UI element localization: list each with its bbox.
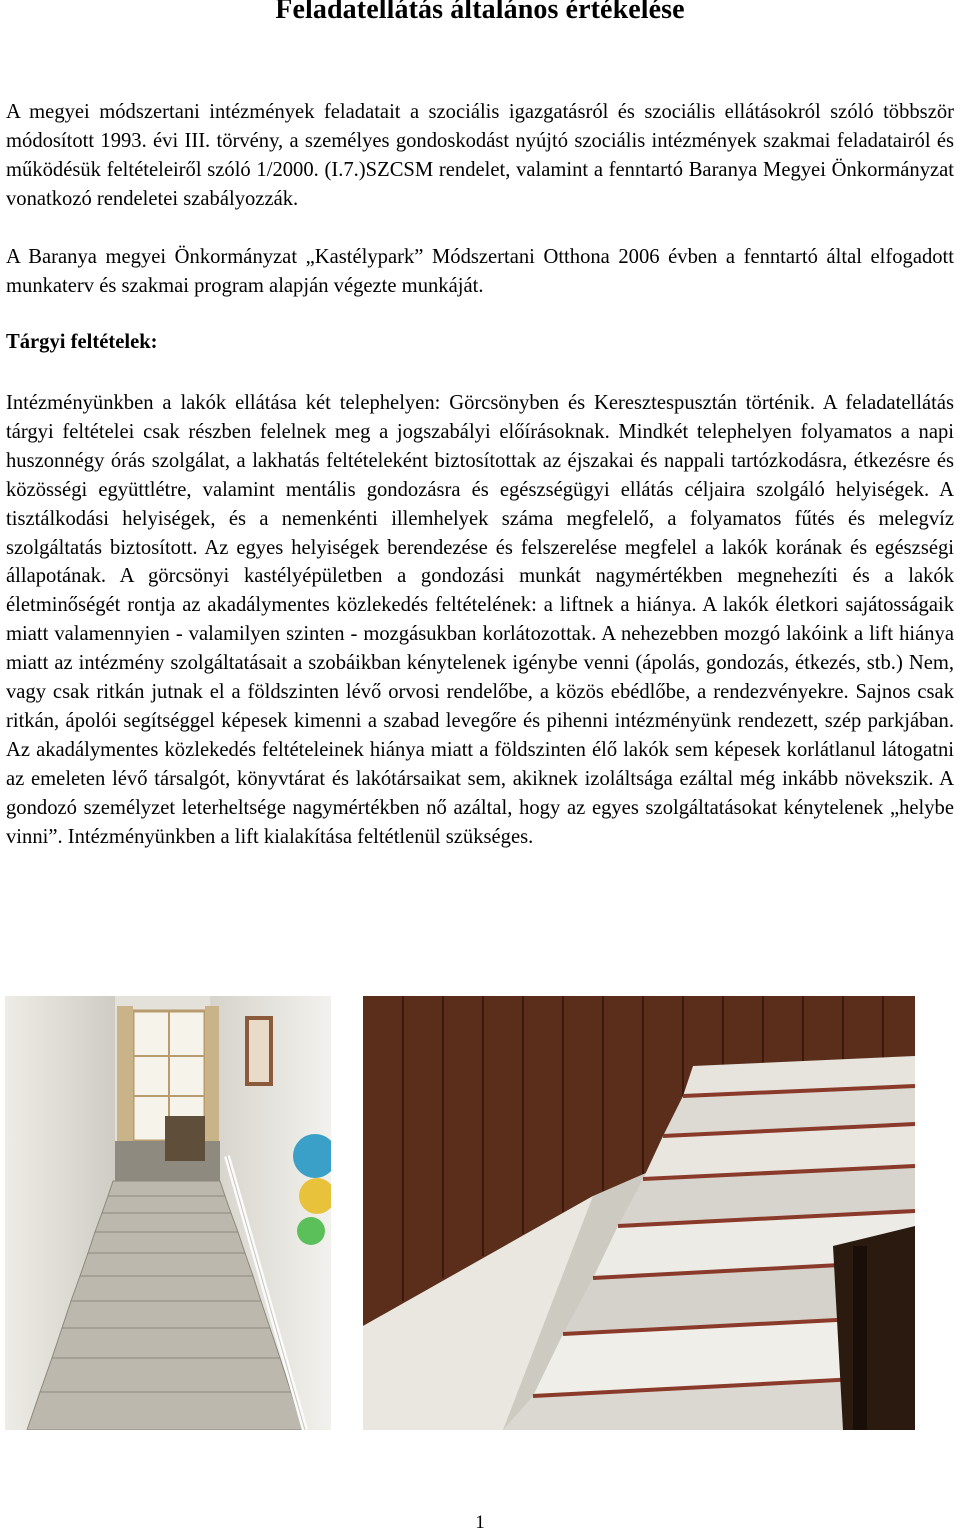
section-body bbox=[6, 389, 954, 852]
intro-text-2: A Baranya megyei Önkormányzat „Kastélypark” Módszertani Otthona 2006 évben a fenntartó által elfogadott munkaterv és szakmai program alapján végezte munkáját. bbox=[6, 246, 954, 297]
section-heading: Tárgyi feltételek: bbox=[6, 331, 158, 353]
stairwell-photo-right bbox=[363, 996, 915, 1430]
stairwell-left-illustration bbox=[5, 996, 331, 1430]
stairwell-photo-left bbox=[5, 996, 331, 1430]
page-title: Feladatellátás általános értékelése bbox=[275, 0, 685, 25]
intro-text: A megyei módszertani intézmények feladatait a szociális igazgatásról és szociális ellátásokról szóló többször módosított 1993. évi III. törvény, a személyes gondoskodást nyújtó szociális intézmények szakmai feladatairól és működésük feltételeiről szóló 1/2000. (I.7.)SZCSM rendelet, valamint a fenntartó Baranya Megyei Önkormányzat vonatkozó rendeletei szabályozzák. bbox=[6, 101, 954, 210]
intro-paragraph bbox=[6, 98, 954, 214]
intro-paragraph-2 bbox=[6, 243, 954, 301]
section-body-text: Intézményünkben a lakók ellátása két telephelyen: Görcsönyben és Keresztespusztán történik. A feladatellátás tárgyi feltételei csak részben felelnek meg a jogszabályi előírásoknak. Mindkét telephelyen folyamatos a napi huszonnégy órás szolgálat, a lakhatás feltételeként biztosítottak az éjszakai és nappali tartózkodásra, étkezésre és közösségi együttlétre, valamint mentális gondozásra és egészségügyi ellátás céljaira szolgáló helyiségek. A tisztálkodási helyiségek, és a nemenkénti illemhelyek száma megfelelő, a folyamatos fűtés és melegvíz szolgáltatás biztosított. Az egyes helyiségek berendezése és felszerelése megfelel a lakók korának és egészségi állapotának. A görcsönyi kastélyépületben a gondozási munkát nagymértékben megnehezíti és a lakók életminőségét rontja az akadálymentes közlekedés feltételének: a liftnek a hiánya. A lakók életkori sajátosságaik miatt valamennyien - valamilyen szinten - mozgásukban korlátozottak. A nehezebben mozgó lakóink a lift hiánya miatt az intézmény szolgáltatásait a szobáikban kénytelenek igénybe venni (ápolás, gondozás, étkezés, stb.) Nem, vagy csak ritkán jutnak el a földszinten lévő orvosi rendelőbe, a közös ebédlőbe, a rendezvényekre. Sajnos csak ritkán, ápolói segítséggel képesek kimenni a szabad levegőre és pihenni intézményünk rendezett, szép parkjában. Az akadálymentes közlekedés feltételeinek hiánya miatt a földszinten élő lakók sem képesek korlátlanul látogatni az emeleten lévő társalgót, könyvtárat és lakótársaikat sem, akiknek izoláltsága ezáltal még inkább növekszik. A gondozó személyzet leterheltsége nagymértékben nő azáltal, hogy az egyes szolgáltatásokat kénytelenek „helybe vinni”. Intézményünkben a lift kialakítása feltétlenül szükséges. bbox=[6, 392, 954, 848]
stairwell-right-illustration bbox=[363, 996, 915, 1430]
page-number: 1 bbox=[475, 1512, 485, 1533]
